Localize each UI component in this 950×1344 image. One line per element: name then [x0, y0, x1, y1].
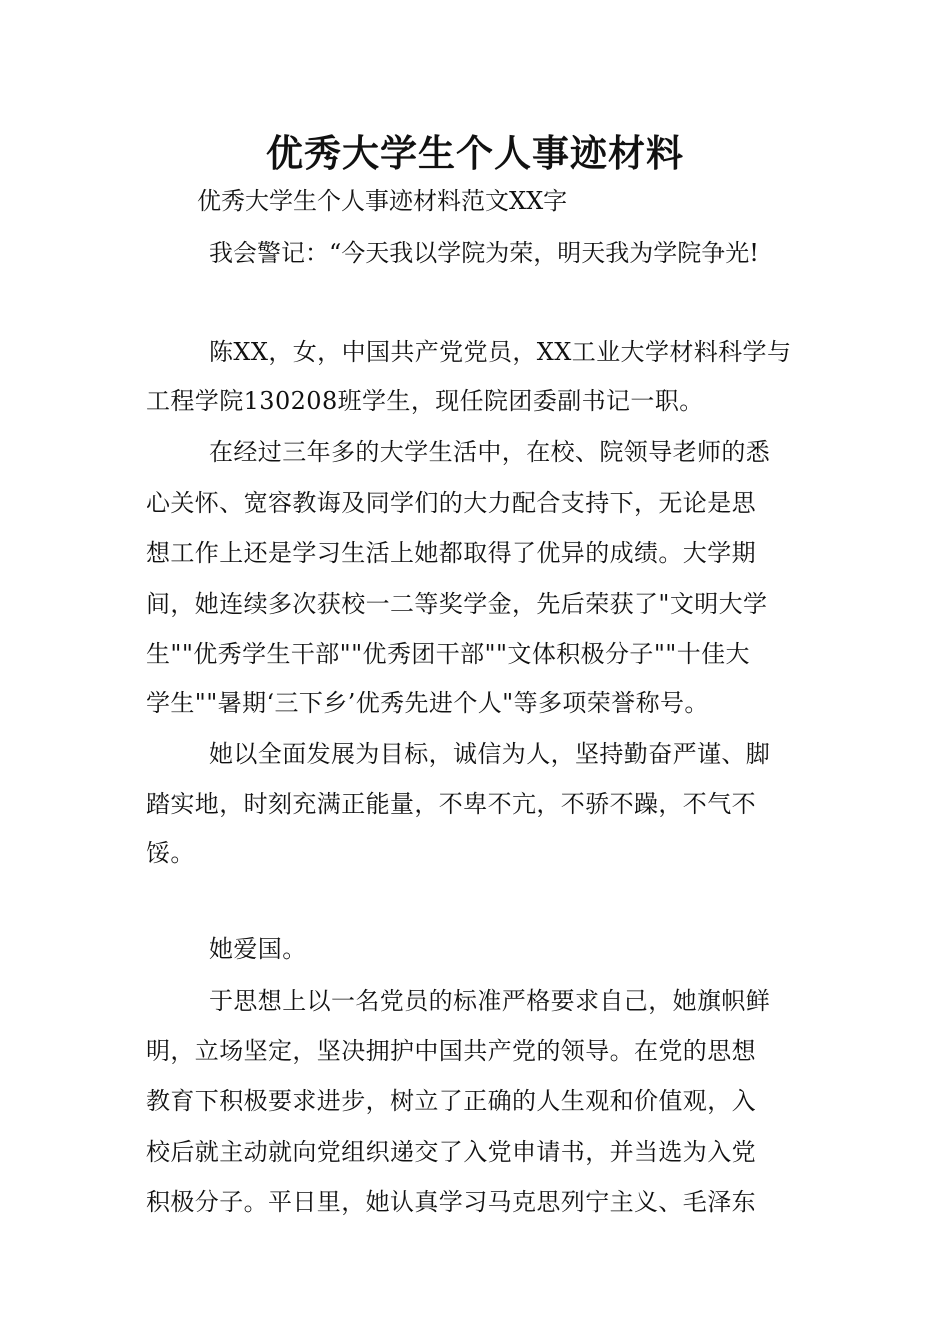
- paragraph-line: 陈XX，女，中国共产党党员，XX工业大学材料科学与: [209, 338, 792, 366]
- paragraph-line: 教育下积极要求进步，树立了正确的人生观和价值观，入: [146, 1087, 756, 1115]
- quote-paragraph: 我会警记：“今天我以学院为荣，明天我为学院争光!: [209, 239, 759, 267]
- paragraph-line: 她以全面发展为目标，诚信为人，坚持勤奋严谨、脚: [209, 740, 771, 768]
- paragraph-line: 于思想上以一名党员的标准严格要求自己，她旗帜鲜: [209, 987, 771, 1015]
- paragraph-line: 校后就主动就向党组织递交了入党申请书，并当选为入党: [146, 1138, 756, 1166]
- paragraph-line: 学生""暑期‘三下乡’优秀先进个人"等多项荣誉称号。: [146, 689, 709, 717]
- paragraph-line: 在经过三年多的大学生活中，在校、院领导老师的悉: [209, 438, 771, 466]
- paragraph-line: 馁。: [146, 839, 195, 867]
- document-title: 优秀大学生个人事迹材料: [266, 131, 684, 175]
- document-subtitle: 优秀大学生个人事迹材料范文XX字: [197, 187, 568, 215]
- paragraph-line: 间，她连续多次获校一二等奖学金，先后荣获了"文明大学: [146, 590, 768, 618]
- paragraph-line: 工程学院130208班学生，现任院团委副书记一职。: [146, 387, 704, 415]
- paragraph-line: 明，立场坚定，坚决拥护中国共产党的领导。在党的思想: [146, 1037, 756, 1065]
- paragraph-line: 想工作上还是学习生活上她都取得了优异的成绩。大学期: [146, 539, 756, 567]
- paragraph-line: 踏实地，时刻充满正能量，不卑不亢，不骄不躁，不气不: [146, 790, 756, 818]
- section-heading-line: 她爱国。: [209, 935, 307, 963]
- paragraph-line: 生""优秀学生干部""优秀团干部""文体积极分子""十佳大: [146, 640, 750, 668]
- paragraph-line: 积极分子。平日里，她认真学习马克思列宁主义、毛泽东: [146, 1188, 756, 1216]
- paragraph-line: 心关怀、宽容教诲及同学们的大力配合支持下，无论是思: [146, 489, 756, 517]
